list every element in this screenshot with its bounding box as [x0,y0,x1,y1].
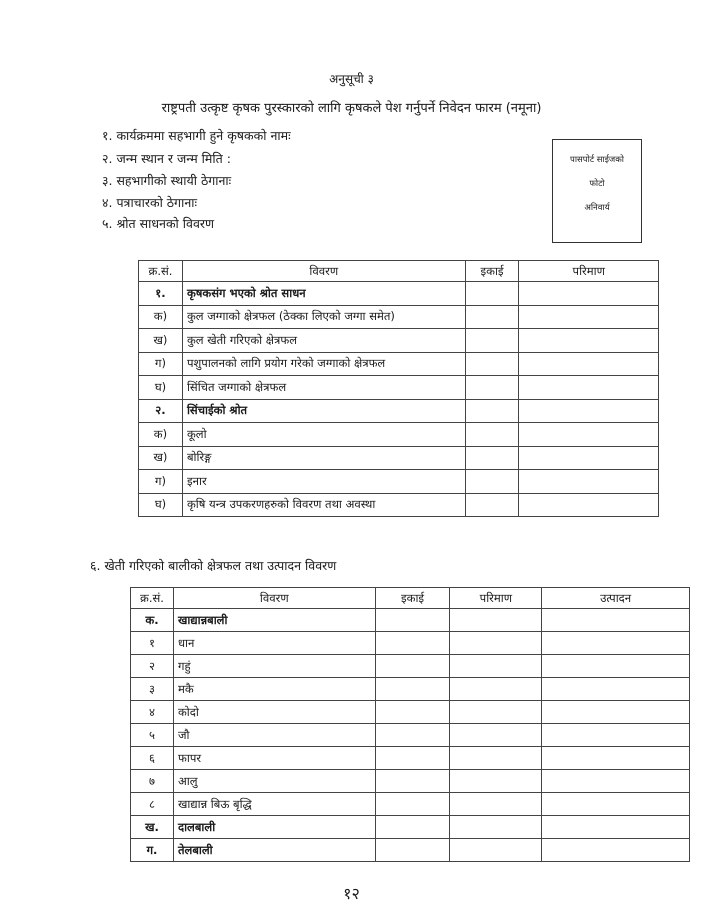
unit-cell[interactable] [465,376,519,400]
table-row [139,305,659,329]
schedule-heading: अनुसूची ३ [329,72,374,86]
row-serial: ग) [139,470,183,494]
resource-table-body [139,282,659,517]
production-cell[interactable] [542,609,690,632]
row-serial: १. [139,282,183,306]
row-serial: क) [139,305,183,329]
quantity-cell[interactable] [450,816,542,839]
table-row [131,770,690,793]
unit-cell[interactable] [465,446,519,470]
row-serial: क) [139,423,183,447]
table-row [139,446,659,470]
form-title: राष्ट्रपती उत्कृष्ट कृषक पुरस्कारको लागि कृषकले पेश गर्नुपर्ने निवेदन फारम (नमूना) [161,101,542,116]
row-serial: ७ [131,770,174,793]
quantity-cell[interactable] [450,839,542,862]
quantity-cell[interactable] [450,701,542,724]
quantity-cell[interactable] [519,376,659,400]
table-row [131,816,690,839]
quantity-cell[interactable] [450,770,542,793]
row-serial: ८ [131,793,174,816]
field-participant-name: १. कार्यक्रममा सहभागी हुने कृषकको नामः [102,128,291,143]
quantity-cell[interactable] [450,793,542,816]
row-description: तेलबाली [173,839,375,862]
unit-cell[interactable] [465,423,519,447]
header-quantity: परिमाण [450,588,542,609]
section-6-title: ६. खेती गरिएको बालीको क्षेत्रफल तथा उत्पादन विवरण [90,558,337,573]
quantity-cell[interactable] [450,655,542,678]
unit-cell[interactable] [465,352,519,376]
table-header-row [131,588,690,609]
unit-cell[interactable] [375,678,450,701]
production-cell[interactable] [542,793,690,816]
row-description: दालबाली [173,816,375,839]
unit-cell[interactable] [465,493,519,517]
unit-cell[interactable] [375,609,450,632]
photo-box-line-1: पासपोर्ट साईजको [570,155,624,165]
table-row [131,793,690,816]
production-cell[interactable] [542,724,690,747]
table-header-row [139,261,659,282]
row-description: मकै [173,678,375,701]
row-serial: ख) [139,446,183,470]
unit-cell[interactable] [375,701,450,724]
header-unit: इकाई [375,588,450,609]
header-serial: क्र.सं. [131,588,174,609]
production-cell[interactable] [542,701,690,724]
table-row [131,724,690,747]
table-row [131,839,690,862]
row-serial: २. [139,399,183,423]
table-row [139,282,659,306]
unit-cell[interactable] [375,816,450,839]
row-description: कृषकसंग भएको श्रोत साधन [182,282,465,306]
quantity-cell[interactable] [450,609,542,632]
row-description: पशुपालनको लागि प्रयोग गरेको जग्गाको क्षेत्रफल [182,352,465,376]
row-description: इनार [182,470,465,494]
unit-cell[interactable] [375,724,450,747]
table-row [131,632,690,655]
quantity-cell[interactable] [450,678,542,701]
row-description: कूलो [182,423,465,447]
row-serial: ग) [139,352,183,376]
quantity-cell[interactable] [519,470,659,494]
row-description: कुल खेती गरिएको क्षेत्रफल [182,329,465,353]
row-serial: १ [131,632,174,655]
table-row [131,747,690,770]
header-production: उत्पादन [542,588,690,609]
header-description: विवरण [182,261,465,282]
table-row [139,470,659,494]
quantity-cell[interactable] [519,399,659,423]
photo-box [552,139,642,243]
quantity-cell[interactable] [450,747,542,770]
row-description: खाद्यान्नबाली [173,609,375,632]
quantity-cell[interactable] [450,724,542,747]
row-serial: क. [131,609,174,632]
row-serial: ३ [131,678,174,701]
field-correspondence-address: ४. पत्राचारको ठेगानाः [102,195,198,210]
crop-table [130,587,690,862]
table-row [139,423,659,447]
field-birth-place-date: २. जन्म स्थान र जन्म मिति : [102,151,231,166]
row-serial: ६ [131,747,174,770]
quantity-cell[interactable] [519,305,659,329]
row-description: सिंचाईको श्रोत [182,399,465,423]
row-serial: ख) [139,329,183,353]
table-row [139,399,659,423]
row-description: बोरिङ्ग [182,446,465,470]
table-row [131,701,690,724]
unit-cell[interactable] [465,329,519,353]
resource-table [138,260,659,517]
table-row [139,329,659,353]
quantity-cell[interactable] [519,446,659,470]
unit-cell[interactable] [375,770,450,793]
row-serial: ग. [131,839,174,862]
row-description: आलु [173,770,375,793]
production-cell[interactable] [542,678,690,701]
unit-cell[interactable] [375,747,450,770]
row-description: सिंचित जग्गाको क्षेत्रफल [182,376,465,400]
photo-box-line-2: फोटो [589,179,605,189]
row-description: कुल जग्गाको क्षेत्रफल (ठेक्का लिएको जग्गा समेत) [182,305,465,329]
field-resource-details: ५. श्रोत साधनको विवरण [102,216,215,231]
production-cell[interactable] [542,655,690,678]
production-cell[interactable] [542,747,690,770]
production-cell[interactable] [542,816,690,839]
photo-box-line-3: अनिवार्य [584,203,610,213]
row-description: कृषि यन्त्र उपकरणहरुको विवरण तथा अवस्था [182,493,465,517]
page-number: १२ [343,884,360,903]
row-description: फापर [173,747,375,770]
row-description: जौ [173,724,375,747]
row-description: खाद्यान्न बिऊ बृद्धि [173,793,375,816]
row-serial: घ) [139,493,183,517]
table-row [139,352,659,376]
header-unit: इकाई [465,261,519,282]
row-description: कोदो [173,701,375,724]
unit-cell[interactable] [375,632,450,655]
row-serial: २ [131,655,174,678]
unit-cell[interactable] [375,655,450,678]
table-row [139,493,659,517]
row-serial: ख. [131,816,174,839]
table-row [139,376,659,400]
row-serial: ५ [131,724,174,747]
table-row [131,678,690,701]
row-description: गहुं [173,655,375,678]
unit-cell[interactable] [375,793,450,816]
header-quantity: परिमाण [519,261,659,282]
production-cell[interactable] [542,770,690,793]
quantity-cell[interactable] [519,493,659,517]
unit-cell[interactable] [375,839,450,862]
quantity-cell[interactable] [519,352,659,376]
production-cell[interactable] [542,632,690,655]
table-row [131,609,690,632]
production-cell[interactable] [542,839,690,862]
row-serial: घ) [139,376,183,400]
field-permanent-address: ३. सहभागीको स्थायी ठेगानाः [102,173,232,188]
quantity-cell[interactable] [519,282,659,306]
unit-cell[interactable] [465,282,519,306]
table-row [131,655,690,678]
quantity-cell[interactable] [519,329,659,353]
quantity-cell[interactable] [519,423,659,447]
header-description: विवरण [173,588,375,609]
unit-cell[interactable] [465,305,519,329]
unit-cell[interactable] [465,399,519,423]
unit-cell[interactable] [465,470,519,494]
quantity-cell[interactable] [450,632,542,655]
crop-table-body [131,609,690,862]
row-serial: ४ [131,701,174,724]
header-serial: क्र.सं. [139,261,183,282]
row-description: धान [173,632,375,655]
